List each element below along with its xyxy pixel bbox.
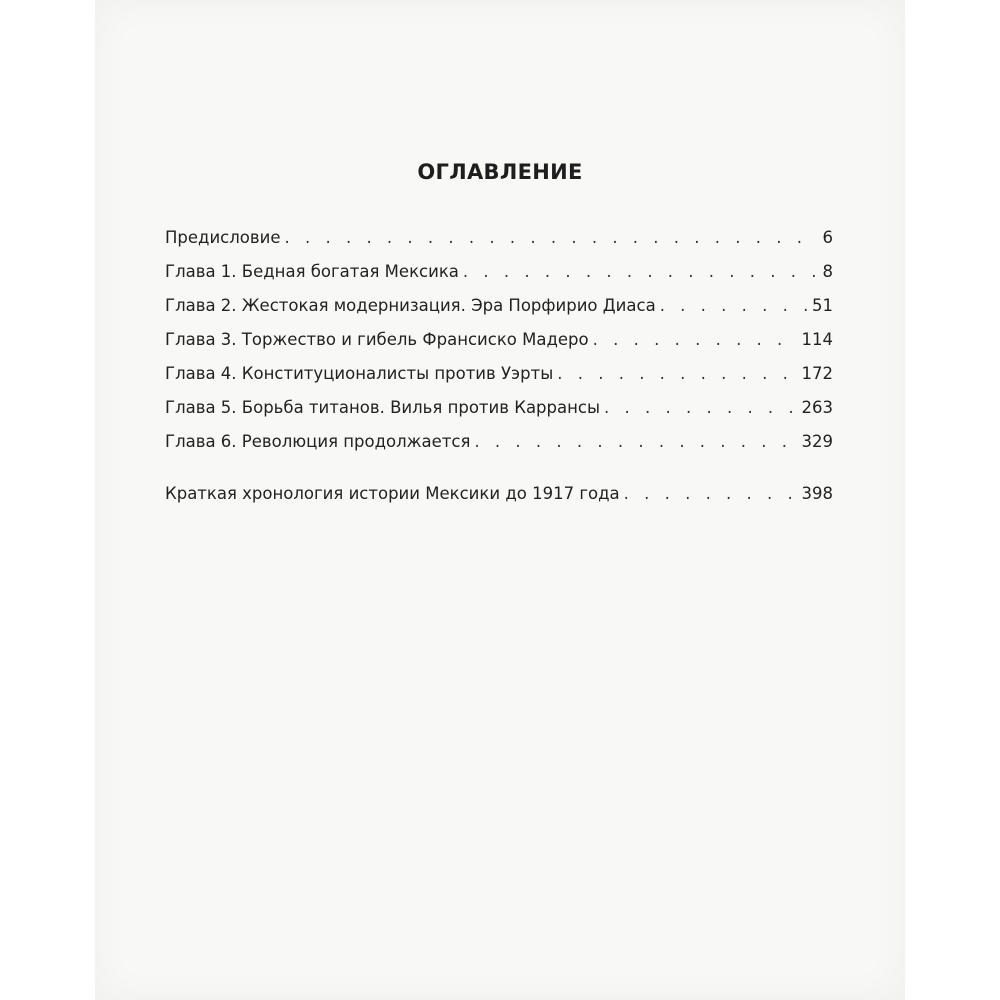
toc-entry-page: 329 [801, 432, 833, 451]
toc-entry-page: 263 [801, 398, 833, 417]
toc-entry-chapter-4 [165, 364, 833, 398]
toc-entry-title: Краткая хронология истории Мексики до 1917 года [165, 484, 620, 503]
toc-entry-chapter-3 [165, 330, 833, 364]
toc-entry-title: Глава 3. Торжество и гибель Франсиско Мадеро [165, 330, 589, 349]
toc-entry-page: 6 [822, 228, 833, 247]
dot-leader [284, 228, 818, 247]
table-of-contents [165, 228, 833, 518]
toc-entry-chapter-5 [165, 398, 833, 432]
dot-leader [660, 296, 808, 315]
toc-entry-title: Глава 4. Конституционалисты против Уэрты [165, 364, 554, 383]
toc-entry-title: Глава 2. Жестокая модернизация. Эра Порфирио Диаса [165, 296, 656, 315]
toc-entry-chapter-2 [165, 296, 833, 330]
toc-entry-title: Глава 1. Бедная богатая Мексика [165, 262, 459, 281]
dot-leader [604, 398, 797, 417]
toc-title: ОГЛАВЛЕНИЕ [417, 160, 583, 184]
dot-leader [463, 262, 819, 281]
toc-entry-chapter-6 [165, 432, 833, 466]
dot-leader [474, 432, 797, 451]
toc-entry-page: 398 [801, 484, 833, 503]
dot-leader [624, 484, 798, 503]
dot-leader [557, 364, 797, 383]
toc-entry-page: 114 [801, 330, 833, 349]
toc-entry-preface [165, 228, 833, 262]
toc-entry-chronology [165, 484, 833, 518]
toc-entry-page: 8 [822, 262, 833, 281]
dot-leader [593, 330, 798, 349]
toc-entry-chapter-1 [165, 262, 833, 296]
toc-entry-title: Предисловие [165, 228, 281, 247]
toc-entry-page: 172 [801, 364, 833, 383]
toc-entry-title: Глава 5. Борьба титанов. Вилья против Каррансы [165, 398, 601, 417]
toc-entry-title: Глава 6. Революция продолжается [165, 432, 471, 451]
toc-entry-page: 51 [812, 296, 833, 315]
